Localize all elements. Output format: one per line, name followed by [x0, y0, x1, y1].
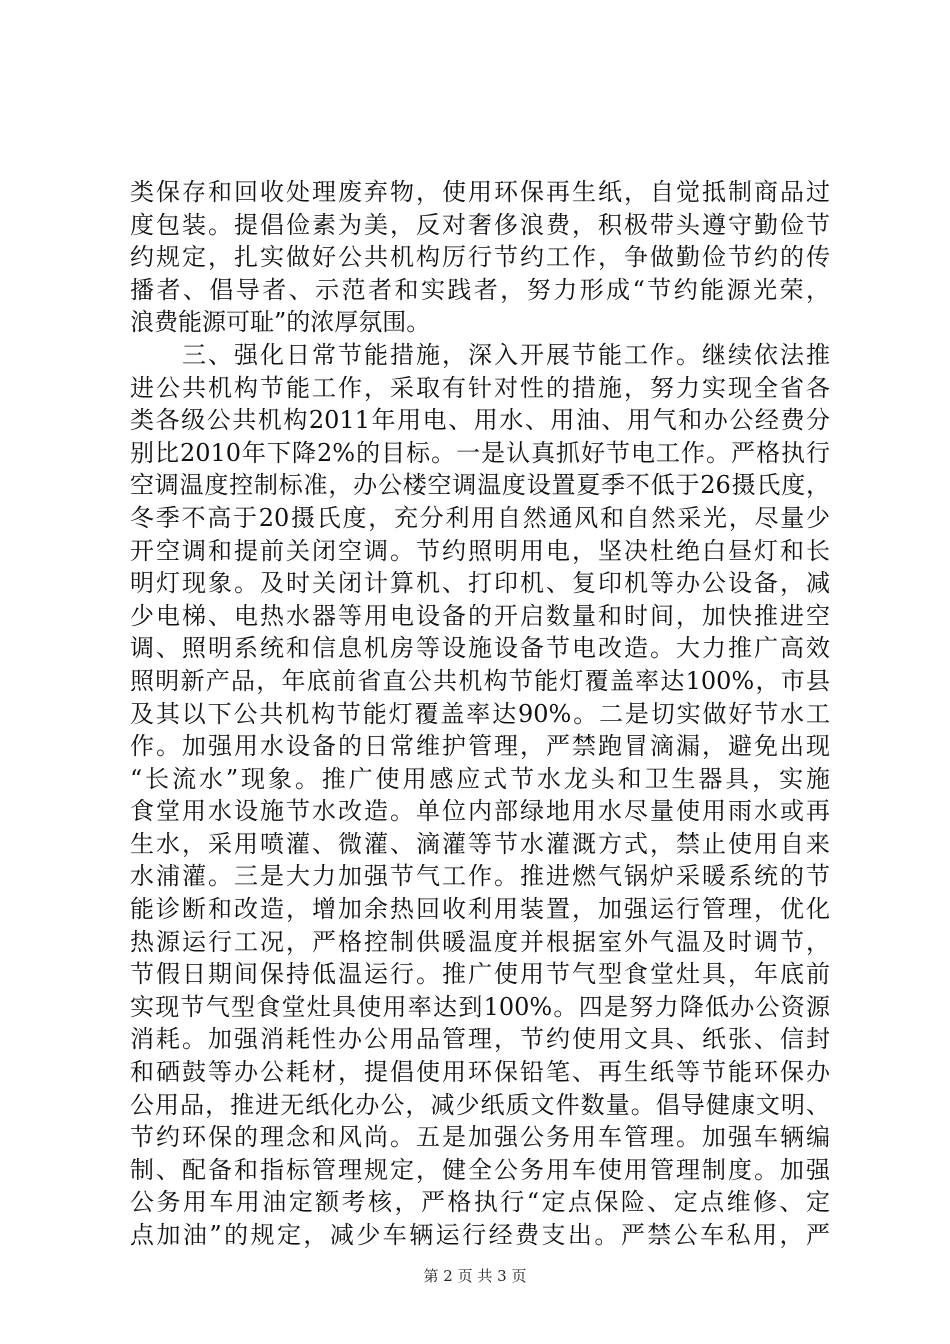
- body-text: [130, 176, 830, 1252]
- text-line-3: 约规定，扎实做好公共机构厉行节约工作，争做勤俭节约的传: [130, 243, 830, 272]
- text-line-20: 食堂用水设施节水改造。单位内部绿地用水尽量使用雨水或再: [130, 797, 830, 826]
- text-line-33: 点加油”的规定，减少车辆运行经费支出。严禁公车私用，严: [130, 1221, 830, 1249]
- text-line-10: 空调温度控制标准，办公楼空调温度设置夏季不低于26摄氏度，: [130, 471, 830, 500]
- text-line-16: 照明新产品，年底前省直公共机构节能灯覆盖率达100%，市县: [130, 666, 830, 695]
- text-line-14: 少电梯、电热水器等用电设备的开启数量和时间，加快推进空: [130, 601, 830, 630]
- text-line-22: 水浦灌。三是大力加强节气工作。推进燃气锅炉采暖系统的节: [130, 862, 830, 891]
- text-line-2: 度包装。提倡俭素为美，反对奢侈浪费，积极带头遵守勤俭节: [130, 210, 830, 239]
- text-line-19: “长流水”现象。推广使用感应式节水龙头和卫生器具，实施: [130, 764, 830, 793]
- text-line-12: 开空调和提前关闭空调。节约照明用电，坚决杜绝白昼灯和长: [130, 536, 830, 565]
- text-line-7: 进公共机构节能工作，采取有针对性的措施，努力实现全省各: [130, 373, 830, 402]
- text-line-6: 三、强化日常节能措施，深入开展节能工作。继续依法推: [130, 340, 830, 369]
- text-line-31: 制、配备和指标管理规定，健全公务用车使用管理制度。加强: [130, 1155, 830, 1184]
- text-line-13: 明灯现象。及时关闭计算机、打印机、复印机等办公设备，减: [130, 569, 830, 598]
- text-line-24: 热源运行工况，严格控制供暖温度并根据室外气温及时调节，: [130, 927, 830, 956]
- text-line-25: 节假日期间保持低温运行。推广使用节气型食堂灶具，年底前: [130, 960, 830, 989]
- text-line-18: 作。加强用水设备的日常维护管理，严禁跑冒滴漏，避免出现: [130, 732, 830, 761]
- page-footer: [0, 1266, 950, 1286]
- text-line-27: 消耗。加强消耗性办公用品管理，节约使用文具、纸张、信封: [130, 1025, 830, 1054]
- text-line-29: 公用品，推进无纸化办公，减少纸质文件数量。倡导健康文明、: [130, 1090, 830, 1119]
- text-line-1: 类保存和回收处理废弃物，使用环保再生纸，自觉抵制商品过: [130, 178, 830, 206]
- page-number-label: 第 2 页 共 3 页: [423, 1267, 527, 1285]
- text-line-26: 实现节气型食堂灶具使用率达到100%。四是努力降低办公资源: [130, 992, 830, 1021]
- text-line-28: 和硒鼓等办公耗材，提倡使用环保铅笔、再生纸等节能环保办: [130, 1058, 830, 1087]
- text-line-4: 播者、倡导者、示范者和实践者，努力形成“节约能源光荣，: [130, 275, 830, 304]
- text-line-15: 调、照明系统和信息机房等设施设备节电改造。大力推广高效: [130, 634, 830, 663]
- text-line-9: 别比2010年下降2%的目标。一是认真抓好节电工作。严格执行: [130, 438, 830, 467]
- text-line-17: 及其以下公共机构节能灯覆盖率达90%。二是切实做好节水工: [130, 699, 830, 728]
- text-line-21: 生水，采用喷灌、微灌、滴灌等节水灌溉方式，禁止使用自来: [130, 829, 830, 858]
- text-line-8: 类各级公共机构2011年用电、用水、用油、用气和办公经费分: [130, 406, 830, 435]
- text-line-30: 节约环保的理念和风尚。五是加强公务用车管理。加强车辆编: [130, 1123, 830, 1152]
- text-line-5: 浪费能源可耻”的浓厚氛围。: [130, 308, 431, 337]
- text-line-11: 冬季不高于20摄氏度，充分利用自然通风和自然采光，尽量少: [130, 503, 830, 532]
- text-line-32: 公务用车用油定额考核，严格执行“定点保险、定点维修、定: [130, 1188, 830, 1217]
- text-line-23: 能诊断和改造，增加余热回收利用装置，加强运行管理，优化: [130, 895, 830, 924]
